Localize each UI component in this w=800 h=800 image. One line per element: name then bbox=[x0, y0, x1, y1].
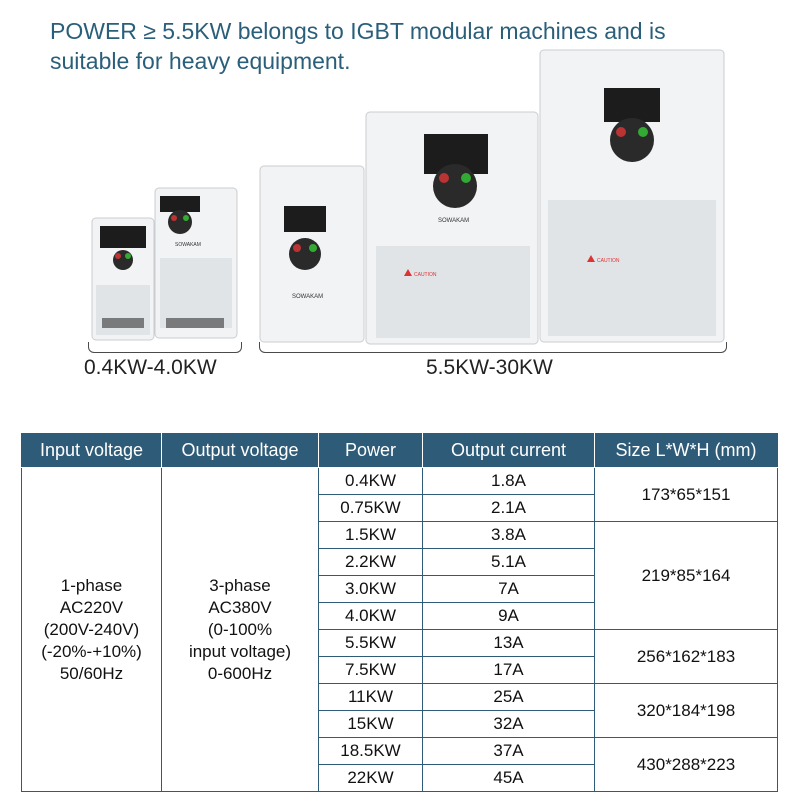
size-cell: 256*162*183 bbox=[595, 630, 778, 684]
current-cell: 32A bbox=[423, 711, 595, 738]
brand-label-large-1: SOWAKAM bbox=[292, 294, 324, 300]
power-cell: 5.5KW bbox=[319, 630, 423, 657]
output-voltage-cell: 3-phase AC380V (0-100% input voltage) 0-600Hz bbox=[162, 468, 319, 792]
spec-table bbox=[21, 433, 778, 792]
large-inverter-1 bbox=[260, 166, 364, 342]
power-cell: 7.5KW bbox=[319, 657, 423, 684]
current-cell: 2.1A bbox=[423, 495, 595, 522]
power-cell: 4.0KW bbox=[319, 603, 423, 630]
table-row bbox=[22, 468, 778, 495]
current-cell: 25A bbox=[423, 684, 595, 711]
power-cell: 0.4KW bbox=[319, 468, 423, 495]
current-cell: 9A bbox=[423, 603, 595, 630]
size-cell: 320*184*198 bbox=[595, 684, 778, 738]
input-voltage-cell: 1-phase AC220V (200V-240V) (-20%-+10%) 50/60Hz bbox=[22, 468, 162, 792]
header-size: Size L*W*H (mm) bbox=[595, 434, 778, 468]
header-power: Power bbox=[319, 434, 423, 468]
small-range-bracket bbox=[88, 342, 242, 353]
large-inverter-3 bbox=[540, 50, 724, 342]
power-cell: 2.2KW bbox=[319, 549, 423, 576]
large-range-bracket bbox=[259, 342, 727, 353]
header-output-voltage: Output voltage bbox=[162, 434, 319, 468]
small-inverter-1 bbox=[92, 218, 154, 340]
power-cell: 18.5KW bbox=[319, 738, 423, 765]
current-cell: 37A bbox=[423, 738, 595, 765]
current-cell: 1.8A bbox=[423, 468, 595, 495]
power-cell: 15KW bbox=[319, 711, 423, 738]
small-inverter-2 bbox=[155, 188, 237, 338]
headline-line-1: POWER ≥ 5.5KW belongs to IGBT modular machines and is bbox=[50, 18, 666, 44]
power-cell: 11KW bbox=[319, 684, 423, 711]
power-cell: 3.0KW bbox=[319, 576, 423, 603]
large-range-caption: 5.5KW-30KW bbox=[426, 356, 553, 379]
power-cell: 0.75KW bbox=[319, 495, 423, 522]
size-cell: 173*65*151 bbox=[595, 468, 778, 522]
size-cell: 219*85*164 bbox=[595, 522, 778, 630]
table-header-row bbox=[22, 434, 778, 468]
size-cell: 430*288*223 bbox=[595, 738, 778, 792]
header-input-voltage: Input voltage bbox=[22, 434, 162, 468]
header-output-current: Output current bbox=[423, 434, 595, 468]
power-cell: 1.5KW bbox=[319, 522, 423, 549]
brand-label-large-2: SOWAKAM bbox=[438, 218, 470, 224]
current-cell: 45A bbox=[423, 765, 595, 792]
brand-label-small: SOWAKAM bbox=[175, 242, 201, 248]
current-cell: 3.8A bbox=[423, 522, 595, 549]
caution-label-2: CAUTION bbox=[597, 258, 620, 264]
headline-line-2: suitable for heavy equipment. bbox=[50, 48, 351, 74]
large-inverter-2 bbox=[366, 112, 538, 344]
small-range-caption: 0.4KW-4.0KW bbox=[84, 356, 217, 379]
current-cell: 17A bbox=[423, 657, 595, 684]
current-cell: 7A bbox=[423, 576, 595, 603]
current-cell: 5.1A bbox=[423, 549, 595, 576]
power-cell: 22KW bbox=[319, 765, 423, 792]
caution-label-1: CAUTION bbox=[414, 272, 437, 278]
current-cell: 13A bbox=[423, 630, 595, 657]
